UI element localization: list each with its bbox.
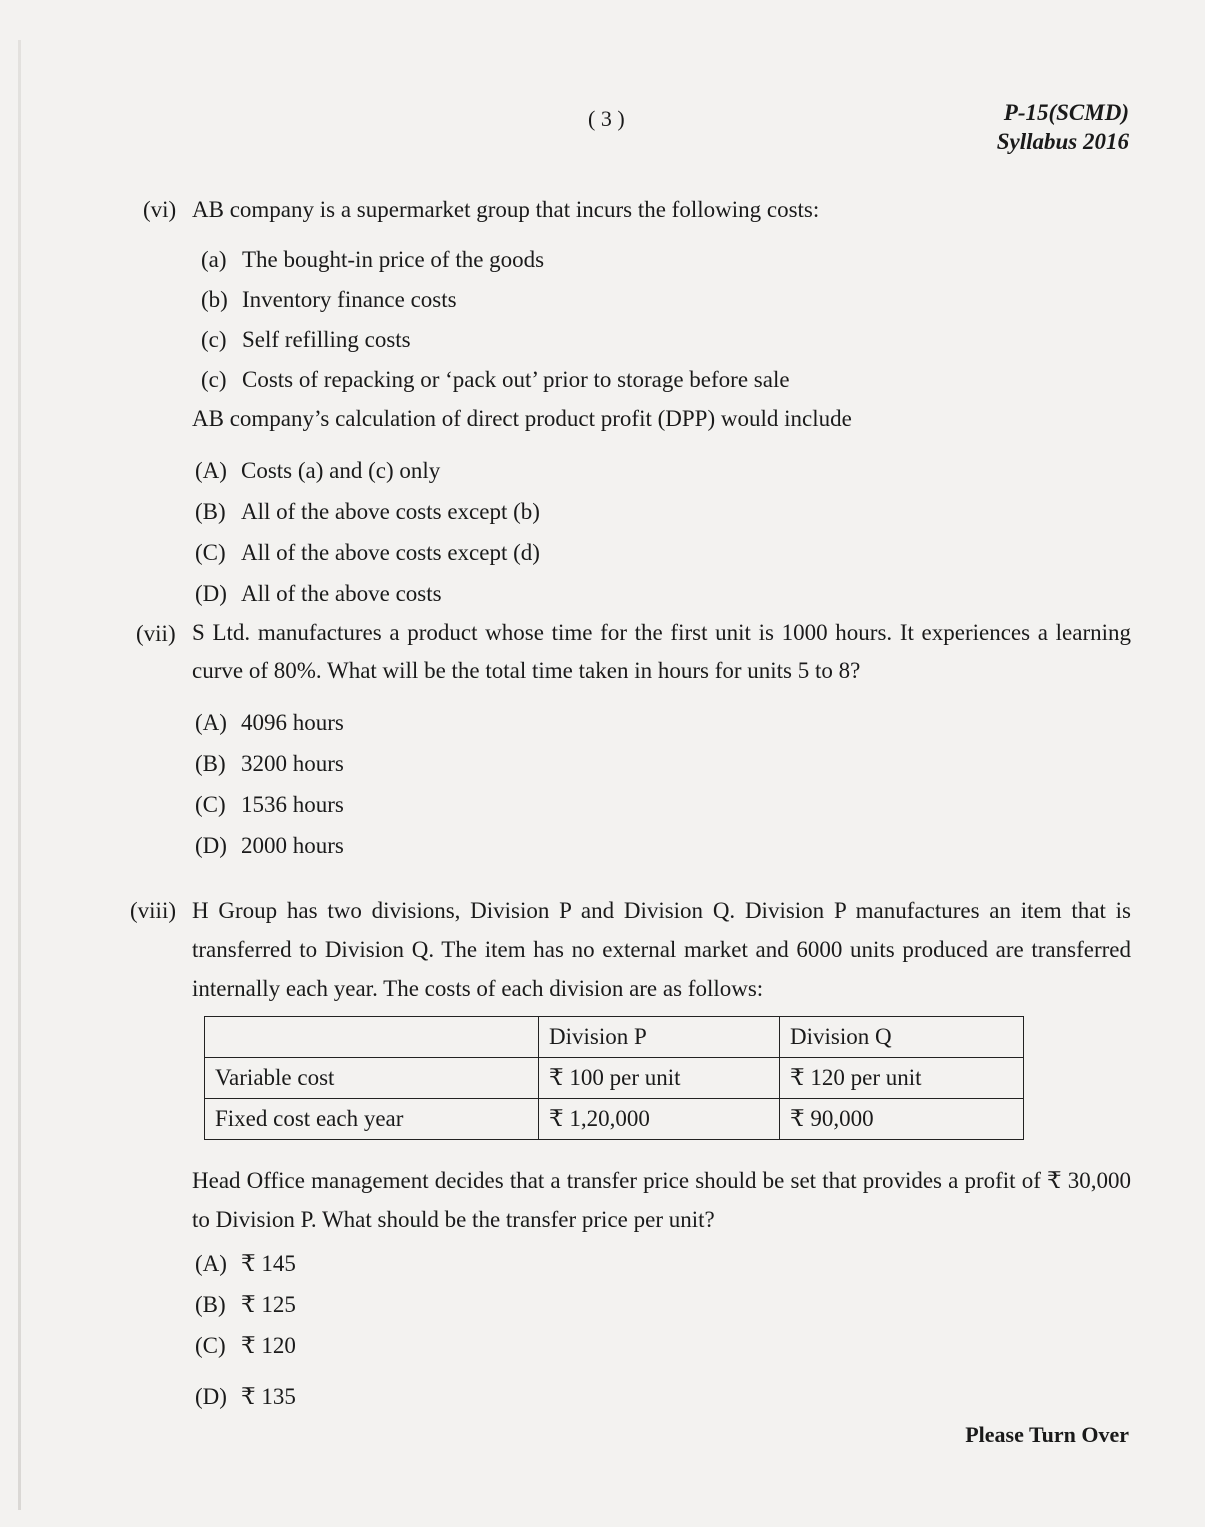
answer-option: (A) Costs (a) and (c) only: [195, 458, 441, 483]
syllabus-label: Syllabus 2016: [996, 129, 1129, 154]
cost-table: [204, 1016, 1024, 1140]
answer-option: (B) 3200 hours: [195, 751, 344, 776]
table-cell: [205, 1017, 539, 1058]
table-cell: ₹ 120 per unit: [780, 1058, 1024, 1099]
question-stem: Head Office management decides that a transfer price should be set that provides a profit of ₹ 30,000 to Division P. What should be the transfer price per unit?: [192, 1168, 1131, 1232]
answer-option: (C) 1536 hours: [195, 792, 344, 817]
answer-option: (C) All of the above costs except (d): [195, 540, 540, 565]
cost-item: (a) The bought-in price of the goods: [201, 247, 545, 272]
table-row: [205, 1058, 1024, 1099]
question-stem: AB company’s calculation of direct product profit (DPP) would include: [192, 406, 852, 431]
question-number: (vii): [136, 621, 176, 646]
table-cell: Fixed cost each year: [205, 1099, 539, 1140]
page-edge: [18, 40, 21, 1510]
paper-code: P-15(SCMD): [1003, 100, 1129, 125]
table-row: [205, 1099, 1024, 1140]
cost-item: (b) Inventory finance costs: [201, 287, 457, 312]
answer-option: (A) 4096 hours: [195, 710, 344, 735]
answer-option: (C) ₹ 120: [195, 1333, 296, 1358]
table-header-division-p: Division P: [539, 1017, 780, 1058]
answer-option: (A) ₹ 145: [195, 1251, 296, 1276]
question-text: S Ltd. manufactures a product whose time for the first unit is 1000 hours. It experiences a learning curve of 80%. What will be the total time taken in hours for units 5 to 8?: [192, 620, 1131, 683]
please-turn-over: Please Turn Over: [965, 1422, 1129, 1447]
table-cell: ₹ 100 per unit: [539, 1058, 780, 1099]
table-cell: ₹ 90,000: [780, 1099, 1024, 1140]
table-header-division-q: Division Q: [780, 1017, 1024, 1058]
answer-option: (D) All of the above costs: [195, 581, 442, 606]
page-number: ( 3 ): [588, 106, 625, 131]
answer-option: (B) ₹ 125: [195, 1292, 296, 1317]
table-header-row: [205, 1017, 1024, 1058]
question-text: AB company is a supermarket group that incurs the following costs:: [192, 197, 820, 222]
answer-option: (D) 2000 hours: [195, 833, 344, 858]
table-cell: Variable cost: [205, 1058, 539, 1099]
question-number: (vi): [143, 197, 177, 222]
answer-option: (B) All of the above costs except (b): [195, 499, 540, 524]
question-number: (viii): [130, 898, 176, 923]
table-cell: ₹ 1,20,000: [539, 1099, 780, 1140]
answer-option: (D) ₹ 135: [195, 1384, 296, 1409]
cost-item: (c) Self refilling costs: [201, 327, 411, 352]
question-text: H Group has two divisions, Division P and Division Q. Division P manufactures an item that is transferred to Division Q. The item has no external market and 6000 units produced are transferred internally each year. The costs of each division are as follows:: [192, 898, 1131, 1001]
cost-item: (c) Costs of repacking or ‘pack out’ prior to storage before sale: [201, 367, 790, 392]
